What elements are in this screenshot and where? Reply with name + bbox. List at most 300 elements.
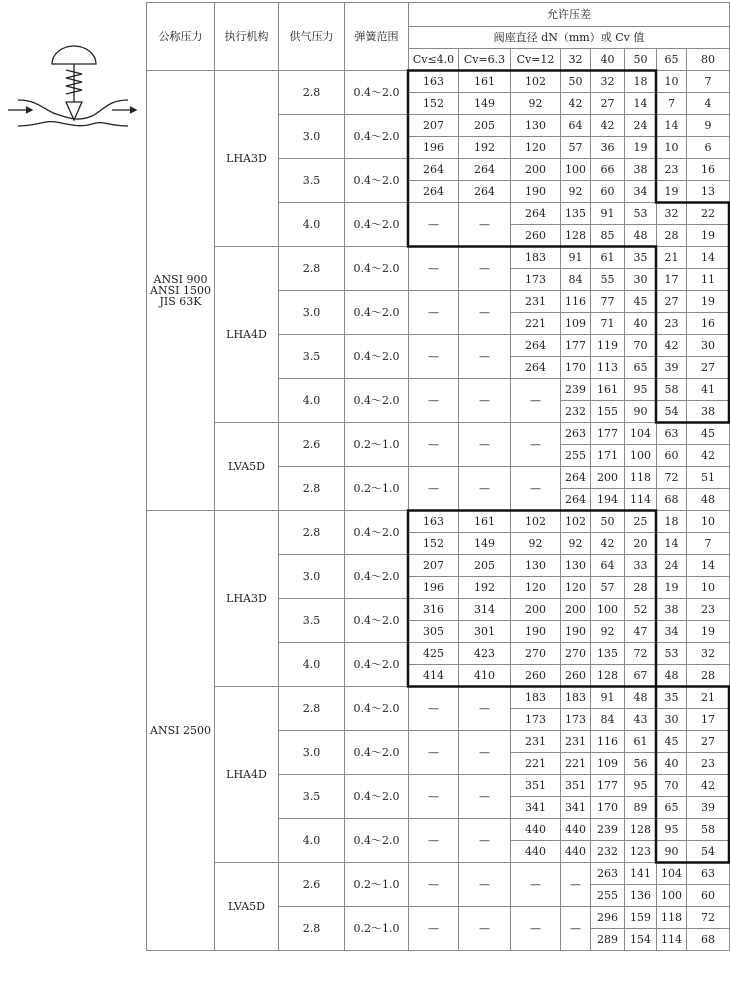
supply-pressure-cell: 2.8 [279,907,345,951]
value-cell: 120 [511,137,561,159]
value-cell: 135 [591,643,625,665]
supply-pressure-cell: 4.0 [279,203,345,247]
value-cell: 136 [625,885,657,907]
value-cell: 21 [687,687,730,709]
value-cell: 192 [459,137,511,159]
cv-column-header: Cv=6.3 [459,49,511,71]
value-cell: 72 [625,643,657,665]
value-cell: 305 [409,621,459,643]
supply-pressure-cell: 2.6 [279,423,345,467]
value-cell: 70 [625,335,657,357]
spring-range-cell: 0.4～2.0 [345,335,409,379]
value-cell: 221 [511,313,561,335]
value-cell: 27 [687,731,730,753]
value-cell: 264 [511,203,561,225]
dash-cell: — [459,247,511,291]
value-cell: 30 [657,709,687,731]
value-cell: 52 [625,599,657,621]
dash-cell: — [511,907,561,951]
cv-column-header: 50 [625,49,657,71]
value-cell: 34 [657,621,687,643]
spring-range-cell: 0.4～2.0 [345,71,409,115]
dash-cell: — [511,379,561,423]
value-cell: 47 [625,621,657,643]
value-cell: 19 [687,291,730,313]
value-cell: 264 [459,159,511,181]
supply-pressure-cell: 3.5 [279,159,345,203]
value-cell: 63 [687,863,730,885]
value-cell: 14 [687,555,730,577]
value-cell: 163 [409,71,459,93]
table-row [147,423,730,445]
spring-range-cell: 0.4～2.0 [345,599,409,643]
supply-pressure-cell: 4.0 [279,819,345,863]
value-cell: 10 [657,137,687,159]
value-cell: 21 [657,247,687,269]
value-cell: 264 [459,181,511,203]
value-cell: 239 [561,379,591,401]
value-cell: 41 [687,379,730,401]
value-cell: 102 [511,71,561,93]
actuator-cell: LVA5D [215,423,279,511]
value-cell: 270 [511,643,561,665]
value-cell: 120 [511,577,561,599]
value-cell: 170 [591,797,625,819]
value-cell: 68 [657,489,687,511]
value-cell: 64 [591,555,625,577]
standard-label: ANSI 1500 [150,284,211,297]
cv-column-header: 80 [687,49,730,71]
spring-range-cell: 0.4～2.0 [345,511,409,555]
value-cell: 45 [625,291,657,313]
table-row [147,687,730,709]
value-cell: 255 [561,445,591,467]
value-cell: 39 [657,357,687,379]
value-cell: 20 [625,533,657,555]
value-cell: 177 [591,423,625,445]
value-cell: 92 [591,621,625,643]
value-cell: 190 [561,621,591,643]
value-cell: 28 [687,665,730,687]
value-cell: 72 [657,467,687,489]
supply-pressure-cell: 3.5 [279,335,345,379]
value-cell: 32 [687,643,730,665]
value-cell: 130 [561,555,591,577]
value-cell: 128 [625,819,657,841]
table-row [147,863,730,885]
value-cell: 232 [561,401,591,423]
value-cell: 425 [409,643,459,665]
value-cell: 264 [511,335,561,357]
dash-cell: — [409,467,459,511]
value-cell: 200 [511,159,561,181]
value-cell: 42 [591,533,625,555]
value-cell: 177 [561,335,591,357]
value-cell: 239 [591,819,625,841]
value-cell: 60 [591,181,625,203]
dash-cell: — [459,907,511,951]
value-cell: 440 [511,841,561,863]
value-cell: 22 [687,203,730,225]
value-cell: 84 [591,709,625,731]
cv-column-header: 65 [657,49,687,71]
value-cell: 116 [561,291,591,313]
value-cell: 270 [561,643,591,665]
value-cell: 92 [511,533,561,555]
value-cell: 314 [459,599,511,621]
supply-pressure-cell: 4.0 [279,643,345,687]
value-cell: 260 [511,225,561,247]
value-cell: 61 [625,731,657,753]
dash-cell: — [459,291,511,335]
spring-range-cell: 0.4～2.0 [345,775,409,819]
value-cell: 177 [591,775,625,797]
value-cell: 70 [657,775,687,797]
value-cell: 58 [687,819,730,841]
supply-pressure-cell: 2.8 [279,71,345,115]
value-cell: 48 [625,225,657,247]
value-cell: 23 [687,599,730,621]
nominal-pressure-cell [147,71,215,511]
value-cell: 263 [591,863,625,885]
value-cell: 440 [561,819,591,841]
value-cell: 90 [625,401,657,423]
supply-pressure-cell: 2.6 [279,863,345,907]
value-cell: 39 [687,797,730,819]
value-cell: 60 [657,445,687,467]
value-cell: 91 [591,687,625,709]
value-cell: 56 [625,753,657,775]
spring-range-cell: 0.4～2.0 [345,643,409,687]
supply-pressure-cell: 3.5 [279,599,345,643]
value-cell: 351 [511,775,561,797]
value-cell: 440 [511,819,561,841]
value-cell: 173 [511,709,561,731]
value-cell: 23 [687,753,730,775]
value-cell: 114 [625,489,657,511]
value-cell: 48 [625,687,657,709]
standard-label: ANSI 2500 [150,724,211,737]
actuator-cell: LHA4D [215,247,279,423]
value-cell: 66 [591,159,625,181]
value-cell: 10 [687,511,730,533]
value-cell: 95 [625,379,657,401]
value-cell: 7 [687,71,730,93]
supply-pressure-cell: 2.8 [279,247,345,291]
value-cell: 263 [561,423,591,445]
actuator-cell: LVA5D [215,863,279,951]
value-cell: 351 [561,775,591,797]
value-cell: 231 [561,731,591,753]
value-cell: 173 [511,269,561,291]
value-cell: 63 [657,423,687,445]
actuator-cell: LHA3D [215,71,279,247]
dash-cell: — [409,863,459,907]
value-cell: 28 [625,577,657,599]
value-cell: 30 [625,269,657,291]
value-cell: 264 [409,159,459,181]
spring-range-cell: 0.4～2.0 [345,555,409,599]
value-cell: 54 [687,841,730,863]
actuator-cell: LHA3D [215,511,279,687]
value-cell: 91 [591,203,625,225]
value-cell: 100 [625,445,657,467]
standard-label: ANSI 900 [153,273,208,286]
value-cell: 9 [687,115,730,137]
value-cell: 264 [511,357,561,379]
spring-range-cell: 0.2～1.0 [345,467,409,511]
value-cell: 42 [591,115,625,137]
supply-pressure-cell: 2.8 [279,687,345,731]
value-cell: 19 [687,621,730,643]
spring-range-cell: 0.4～2.0 [345,379,409,423]
dash-cell: — [459,687,511,731]
value-cell: 53 [657,643,687,665]
value-cell: 200 [511,599,561,621]
value-cell: 40 [657,753,687,775]
value-cell: 91 [561,247,591,269]
dash-cell: — [459,423,511,467]
value-cell: 48 [687,489,730,511]
value-cell: 221 [561,753,591,775]
dash-cell: — [409,775,459,819]
value-cell: 296 [591,907,625,929]
value-cell: 113 [591,357,625,379]
value-cell: 32 [657,203,687,225]
value-cell: 35 [625,247,657,269]
value-cell: 32 [591,71,625,93]
value-cell: 149 [459,93,511,115]
value-cell: 159 [625,907,657,929]
value-cell: 48 [657,665,687,687]
value-cell: 19 [687,225,730,247]
value-cell: 16 [687,313,730,335]
value-cell: 27 [687,357,730,379]
value-cell: 264 [561,489,591,511]
dash-cell: — [459,731,511,775]
value-cell: 72 [687,907,730,929]
dash-cell: — [459,863,511,907]
value-cell: 33 [625,555,657,577]
header-allowable-dp: 允许压差 [409,3,730,27]
dash-cell: — [459,203,511,247]
value-cell: 92 [561,533,591,555]
value-cell: 154 [625,929,657,951]
value-cell: 152 [409,533,459,555]
value-cell: 14 [657,533,687,555]
value-cell: 45 [687,423,730,445]
value-cell: 196 [409,137,459,159]
value-cell: 100 [561,159,591,181]
value-cell: 130 [511,555,561,577]
value-cell: 18 [657,511,687,533]
dash-cell: — [409,247,459,291]
header-seat-caption: 阀座直径 dN（mm）或 Cv 值 [409,27,730,49]
value-cell: 123 [625,841,657,863]
value-cell: 119 [591,335,625,357]
supply-pressure-cell: 3.0 [279,555,345,599]
value-cell: 27 [591,93,625,115]
value-cell: 301 [459,621,511,643]
header-spring-range: 弹簧范围 [345,3,409,71]
value-cell: 161 [459,511,511,533]
value-cell: 23 [657,313,687,335]
value-cell: 19 [657,577,687,599]
value-cell: 118 [625,467,657,489]
dash-cell: — [409,819,459,863]
supply-pressure-cell: 2.8 [279,511,345,555]
value-cell: 104 [625,423,657,445]
value-cell: 231 [511,291,561,313]
value-cell: 135 [561,203,591,225]
value-cell: 71 [591,313,625,335]
value-cell: 18 [625,71,657,93]
value-cell: 163 [409,511,459,533]
spring-range-cell: 0.2～1.0 [345,907,409,951]
value-cell: 19 [625,137,657,159]
value-cell: 68 [687,929,730,951]
value-cell: 64 [561,115,591,137]
value-cell: 161 [459,71,511,93]
value-cell: 109 [561,313,591,335]
value-cell: 14 [657,115,687,137]
value-cell: 17 [657,269,687,291]
value-cell: 89 [625,797,657,819]
value-cell: 90 [657,841,687,863]
value-cell: 43 [625,709,657,731]
spring-range-cell: 0.4～2.0 [345,687,409,731]
value-cell: 53 [625,203,657,225]
value-cell: 85 [591,225,625,247]
value-cell: 149 [459,533,511,555]
value-cell: 410 [459,665,511,687]
value-cell: 95 [625,775,657,797]
value-cell: 120 [561,577,591,599]
value-cell: 35 [657,687,687,709]
value-cell: 264 [561,467,591,489]
allowable-pressure-table [146,2,730,951]
value-cell: 11 [687,269,730,291]
value-cell: 57 [591,577,625,599]
dash-cell: — [511,423,561,467]
value-cell: 194 [591,489,625,511]
value-cell: 57 [561,137,591,159]
value-cell: 55 [591,269,625,291]
value-cell: 341 [511,797,561,819]
standard-label: JIS 63K [159,295,202,308]
supply-pressure-cell: 3.0 [279,291,345,335]
value-cell: 192 [459,577,511,599]
spring-range-cell: 0.4～2.0 [345,159,409,203]
value-cell: 200 [591,467,625,489]
value-cell: 114 [657,929,687,951]
value-cell: 152 [409,93,459,115]
dash-cell: — [459,379,511,423]
value-cell: 128 [561,225,591,247]
value-cell: 14 [625,93,657,115]
value-cell: 205 [459,115,511,137]
value-cell: 260 [561,665,591,687]
value-cell: 161 [591,379,625,401]
value-cell: 260 [511,665,561,687]
value-cell: 50 [591,511,625,533]
dash-cell: — [409,731,459,775]
value-cell: 14 [687,247,730,269]
value-cell: 183 [561,687,591,709]
value-cell: 19 [657,181,687,203]
value-cell: 4 [687,93,730,115]
header-nominal-pressure: 公称压力 [147,3,215,71]
value-cell: 61 [591,247,625,269]
dash-cell: — [459,335,511,379]
cv-column-header: Cv≤4.0 [409,49,459,71]
value-cell: 60 [687,885,730,907]
value-cell: 23 [657,159,687,181]
value-cell: 30 [687,335,730,357]
spring-range-cell: 0.2～1.0 [345,423,409,467]
value-cell: 190 [511,181,561,203]
spring-range-cell: 0.2～1.0 [345,863,409,907]
value-cell: 28 [657,225,687,247]
dash-cell: — [511,467,561,511]
value-cell: 100 [591,599,625,621]
spring-range-cell: 0.4～2.0 [345,291,409,335]
value-cell: 54 [657,401,687,423]
value-cell: 207 [409,115,459,137]
value-cell: 50 [561,71,591,93]
value-cell: 423 [459,643,511,665]
supply-pressure-cell: 3.0 [279,731,345,775]
dash-cell: — [459,467,511,511]
value-cell: 104 [657,863,687,885]
spring-range-cell: 0.4～2.0 [345,203,409,247]
value-cell: 341 [561,797,591,819]
dash-cell: — [409,687,459,731]
value-cell: 183 [511,687,561,709]
value-cell: 102 [511,511,561,533]
value-cell: 17 [687,709,730,731]
value-cell: 65 [657,797,687,819]
header-actuator: 执行机构 [215,3,279,71]
value-cell: 7 [687,533,730,555]
supply-pressure-cell: 3.5 [279,775,345,819]
value-cell: 67 [625,665,657,687]
value-cell: 100 [657,885,687,907]
value-cell: 414 [409,665,459,687]
value-cell: 95 [657,819,687,841]
value-cell: 200 [561,599,591,621]
value-cell: 232 [591,841,625,863]
value-cell: 38 [625,159,657,181]
spring-range-cell: 0.4～2.0 [345,247,409,291]
value-cell: 116 [591,731,625,753]
dash-cell: — [511,863,561,907]
supply-pressure-cell: 4.0 [279,379,345,423]
nominal-pressure-cell [147,511,215,951]
value-cell: 45 [657,731,687,753]
spring-range-cell: 0.4～2.0 [345,819,409,863]
value-cell: 24 [657,555,687,577]
dash-cell: — [459,775,511,819]
dash-cell: — [561,907,591,951]
value-cell: 10 [657,71,687,93]
header-supply-pressure: 供气压力 [279,3,345,71]
spring-range-cell: 0.4～2.0 [345,731,409,775]
value-cell: 183 [511,247,561,269]
value-cell: 255 [591,885,625,907]
cv-column-header: 40 [591,49,625,71]
value-cell: 13 [687,181,730,203]
